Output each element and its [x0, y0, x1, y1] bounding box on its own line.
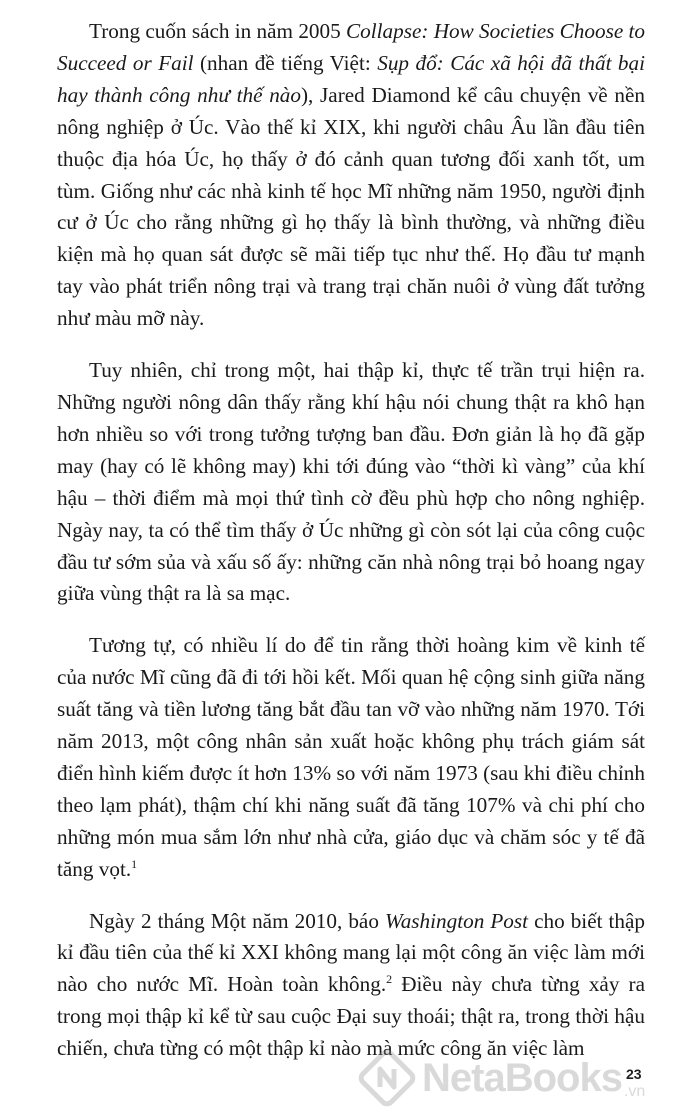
p4-text-c: cho biết thập kỉ đầu tiên của thế kỉ XXI không mang lại một công ăn việc làm mới nào cho nước Mĩ. Hoàn toàn không.	[57, 908, 646, 997]
paragraph-3	[57, 630, 645, 885]
paragraph-1	[57, 16, 645, 335]
n-logo-icon	[358, 1049, 416, 1107]
p1-text-e: ), Jared Diamond kể câu chuyện về nền nông nghiệp ở Úc. Vào thế kỉ XIX, khi người châu Âu lần đầu tiên thuộc địa hóa Úc, họ thấy ở đó cảnh quan tương đối xanh tốt, um tùm. Giống như các nhà kinh tế học Mĩ những năm 1950, người định cư ở Úc cho rằng những gì họ thấy là bình thường, và những điều kiện mà họ quan sát được sẽ mãi tiếp tục như thế. Họ đầu tư mạnh tay vào phát triển nông trại và trang trại chăn nuôi ở vùng đất tưởng như màu mỡ này.	[57, 82, 645, 331]
p4-newspaper-name: Washington Post	[385, 908, 529, 933]
p1-book-title-vi: Sụp đổ: Các xã hội đã thất bại hay thành công như thế nào	[57, 50, 646, 107]
page-body	[57, 16, 645, 1065]
p2-text: Tuy nhiên, chỉ trong một, hai thập kỉ, thực tế trần trụi hiện ra. Những người nông dân thấy rằng khí hậu nói chung thật ra khô hạn hơn nhiều so với trong tưởng tượng ban đầu. Đơn giản là họ đã gặp may (hay có lẽ không may) khi tới đúng vào “thời kì vàng” của khí hậu – thời điểm mà mọi thứ tình cờ đều phù hợp cho nông nghiệp. Ngày nay, ta có thể tìm thấy ở Úc những gì còn sót lại của công cuộc đầu tư sớm sủa và xấu số ấy: những căn nhà nông trại bỏ hoang ngay giữa vùng thật ra là sa mạc.	[57, 358, 645, 606]
paragraph-4	[57, 906, 645, 1066]
paragraph-2	[57, 355, 645, 610]
p1-text-c: (nhan đề tiếng Việt:	[193, 50, 378, 75]
p1-book-title-en: Collapse: How Societies Choose to Succeed or Fail	[57, 19, 646, 75]
footnote-ref-2[interactable]: 2	[386, 972, 393, 987]
page-number: 23	[626, 1066, 642, 1082]
footnote-ref-1[interactable]: 1	[131, 856, 138, 871]
p4-text-d: Điều này chưa từng xảy ra trong mọi thập kỉ kể từ sau cuộc Đại suy thoái; thật ra, trong thời hậu chiến, chưa từng có một thập kỉ nào mà mức công ăn việc làm	[57, 972, 645, 1061]
watermark-domain: .vn	[623, 1083, 646, 1100]
p1-text-a: Trong cuốn sách in năm 2005	[89, 19, 347, 43]
watermark-brand: NetaBooks	[422, 1056, 622, 1100]
watermark	[358, 1049, 645, 1107]
p4-text-a: Ngày 2 tháng Một năm 2010, báo	[89, 908, 385, 933]
p3-text: Tương tự, có nhiều lí do để tin rằng thời hoàng kim về kinh tế của nước Mĩ cũng đã đi tới hồi kết. Mối quan hệ cộng sinh giữa năng suất tăng và tiền lương tăng bắt đầu tan vỡ vào những năm 1970. Tới năm 2013, một công nhân sản xuất hoặc không phụ trách giám sát điển hình kiếm được ít hơn 13% so với năm 1973 (sau khi điều chỉnh theo lạm phát), thậm chí khi năng suất đã tăng 107% và chi phí cho những món mua sắm lớn như nhà cửa, giáo dục và chăm sóc y tế đã tăng vọt.	[57, 633, 645, 881]
